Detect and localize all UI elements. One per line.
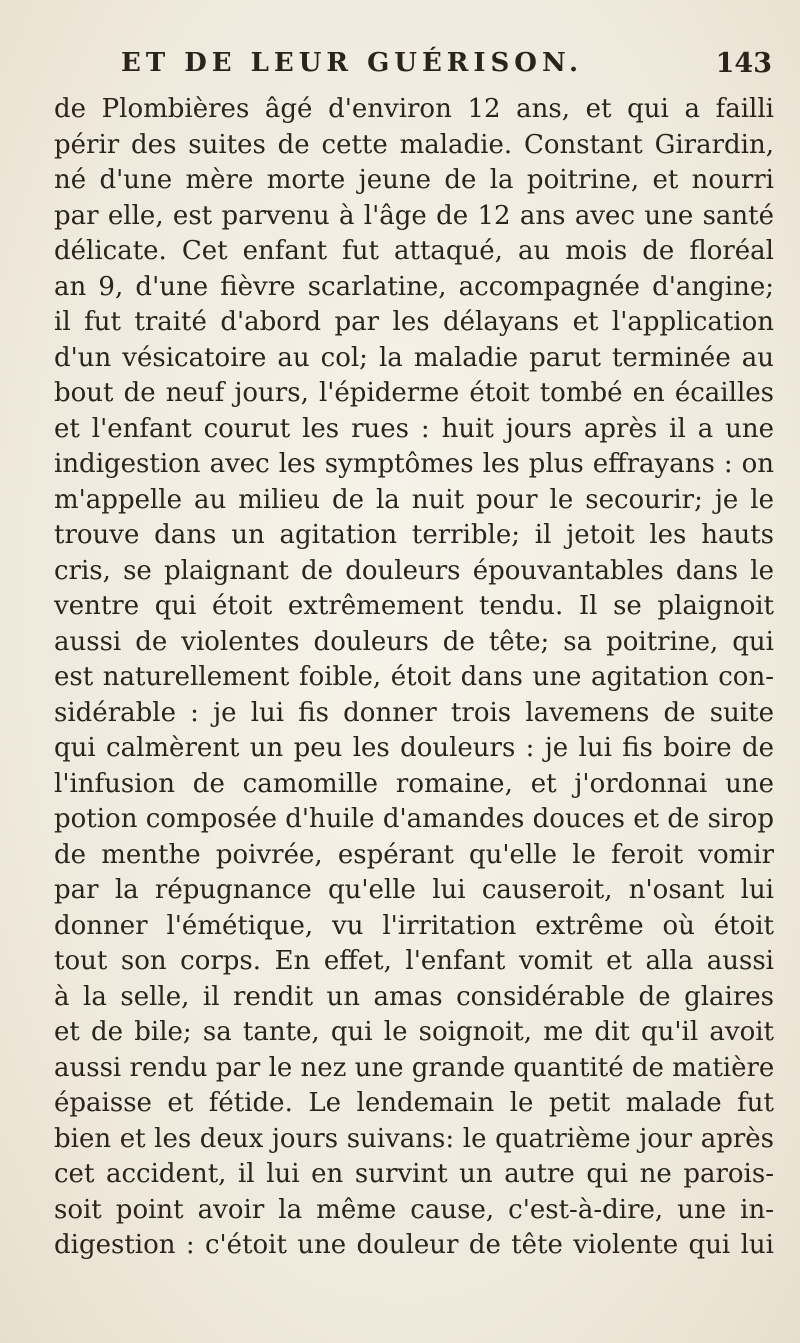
text-line: donner l'émétique, vu l'irritation extrême où étoit	[54, 910, 774, 941]
running-head	[56, 46, 772, 82]
text-line: de Plombières âgé d'environ 12 ans, et qui a failli	[54, 94, 774, 124]
text-line: cris, se plaignant de douleurs épouvantables dans le	[54, 555, 774, 586]
text-line: périr des suites de cette maladie. Constant Girardin,	[54, 129, 774, 160]
text-line: et de bile; sa tante, qui le soignoit, me dit qu'il avoit	[54, 1017, 774, 1047]
page-number: 143	[715, 48, 772, 79]
text-line: trouve dans un agitation terrible; il jetoit les hauts	[54, 520, 774, 550]
text-line: m'appelle au milieu de la nuit pour le secourir; je le	[54, 484, 774, 515]
text-line: né d'une mère morte jeune de la poitrine, et nourri	[54, 165, 774, 195]
text-line: soit point avoir la même cause, c'est-à-dire, une in-	[54, 1194, 774, 1225]
text-line: ventre qui étoit extrêmement tendu. Il se plaignoit	[54, 591, 774, 621]
text-line: bout de neuf jours, l'épiderme étoit tombé en écailles	[54, 378, 774, 408]
body-text	[54, 92, 774, 1264]
running-title: ET DE LEUR GUÉRISON.	[121, 48, 584, 78]
text-line: sidérable : je lui fis donner trois lavemens de suite	[54, 697, 774, 728]
text-line: est naturellement foible, étoit dans une agitation con-	[54, 662, 774, 692]
text-line: indigestion avec les symptômes les plus effrayans : on	[54, 449, 774, 479]
text-line: il fut traité d'abord par les délayans et l'application	[54, 307, 774, 337]
text-line: à la selle, il rendit un amas considérable de glaires	[54, 981, 774, 1012]
text-line: d'un vésicatoire au col; la maladie parut terminée au	[54, 342, 774, 373]
text-line: de menthe poivrée, espérant qu'elle le feroit vomir	[54, 839, 774, 870]
text-line: aussi rendu par le nez une grande quantité de matière	[54, 1052, 774, 1083]
text-line: délicate. Cet enfant fut attaqué, au mois de floréal	[54, 236, 774, 266]
text-line: cet accident, il lui en survint un autre qui ne parois-	[54, 1159, 774, 1189]
text-line: potion composée d'huile d'amandes douces et de sirop	[54, 804, 774, 834]
text-line: épaisse et fétide. Le lendemain le petit malade fut	[54, 1088, 774, 1118]
text-line: qui calmèrent un peu les douleurs : je lui fis boire de	[54, 733, 774, 763]
text-line: aussi de violentes douleurs de tête; sa poitrine, qui	[54, 626, 774, 657]
text-line: par la répugnance qu'elle lui causeroit, n'osant lui	[54, 875, 774, 905]
text-line: digestion : c'étoit une douleur de tête violente qui lui	[54, 1230, 774, 1260]
text-line: l'infusion de camomille romaine, et j'ordonnai une	[54, 768, 774, 799]
text-line: an 9, d'une fièvre scarlatine, accompagnée d'angine;	[54, 271, 774, 302]
text-line: tout son corps. En effet, l'enfant vomit et alla aussi	[54, 946, 774, 976]
text-line: et l'enfant courut les rues : huit jours après il a une	[54, 413, 774, 444]
text-line: par elle, est parvenu à l'âge de 12 ans avec une santé	[54, 200, 774, 231]
text-line: bien et les deux jours suivans: le quatrième jour après	[54, 1123, 774, 1154]
